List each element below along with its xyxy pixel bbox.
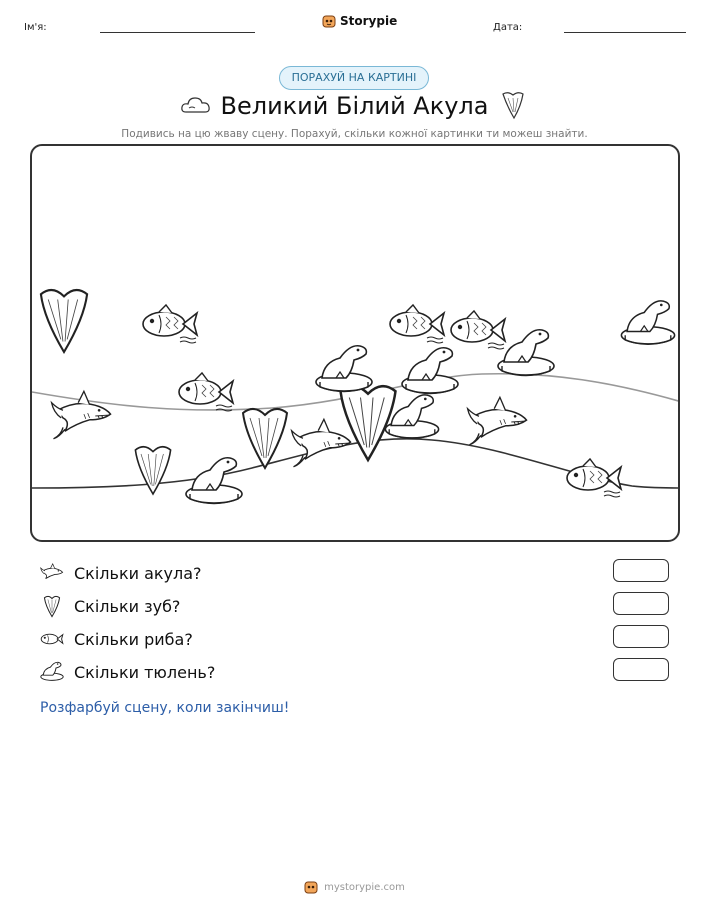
storypie-logo-icon: [304, 880, 318, 894]
scene-fish: [451, 311, 505, 349]
shark-icon: [40, 561, 64, 585]
scene-seal: [498, 330, 554, 376]
answer-box-fish[interactable]: [613, 625, 669, 648]
counting-scene: [30, 144, 680, 542]
scene-tooth: [341, 386, 396, 460]
scene-shark: [468, 397, 527, 445]
brand-logo: [322, 14, 397, 28]
page-title: Великий Білий Акула: [220, 92, 489, 120]
footer: [0, 880, 709, 894]
question-text: Скільки риба?: [74, 629, 193, 649]
scene-seal: [402, 348, 458, 394]
scene-seal: [316, 346, 372, 392]
answer-box-shark[interactable]: [613, 559, 669, 582]
scene-fish: [179, 373, 233, 411]
scene-tooth: [135, 447, 170, 494]
instructions: Подивись на цю жваву сцену. Порахуй, скільки кожної картинки ти можеш знайти.: [121, 128, 588, 140]
answer-box-seal[interactable]: [613, 658, 669, 681]
storypie-logo-icon: [322, 14, 336, 28]
answer-box-tooth[interactable]: [613, 592, 669, 615]
scene-fish: [390, 305, 444, 343]
date-label: Дата:: [493, 22, 523, 33]
count-badge: ПОРАХУЙ НА КАРТИНІ: [279, 66, 429, 90]
scene-shark: [52, 391, 111, 439]
scene-tooth: [41, 290, 87, 352]
brand-name: Storypie: [340, 14, 398, 28]
seal-icon: [40, 660, 64, 684]
question-fish: [40, 626, 193, 652]
name-line[interactable]: [100, 32, 255, 33]
scene-fish: [143, 305, 197, 343]
scene-seal: [186, 458, 242, 504]
name-label: Ім'я:: [24, 22, 47, 33]
fish-icon: [40, 627, 64, 651]
question-shark: [40, 560, 202, 586]
date-line[interactable]: [564, 32, 686, 33]
scene-tooth: [243, 409, 287, 468]
tooth-icon: [40, 594, 64, 618]
footer-url[interactable]: mystorypie.com: [324, 881, 405, 893]
question-text: Скільки тюлень?: [74, 662, 216, 682]
question-tooth: [40, 593, 180, 619]
scene-fish: [567, 459, 621, 497]
question-text: Скільки акула?: [74, 563, 202, 583]
scene-shark: [292, 419, 351, 467]
coloring-note: Розфарбуй сцену, коли закінчиш!: [40, 700, 290, 716]
question-seal: [40, 659, 215, 685]
question-text: Скільки зуб?: [74, 596, 181, 616]
tooth-icon: [500, 90, 526, 120]
scene-seal: [621, 301, 674, 344]
